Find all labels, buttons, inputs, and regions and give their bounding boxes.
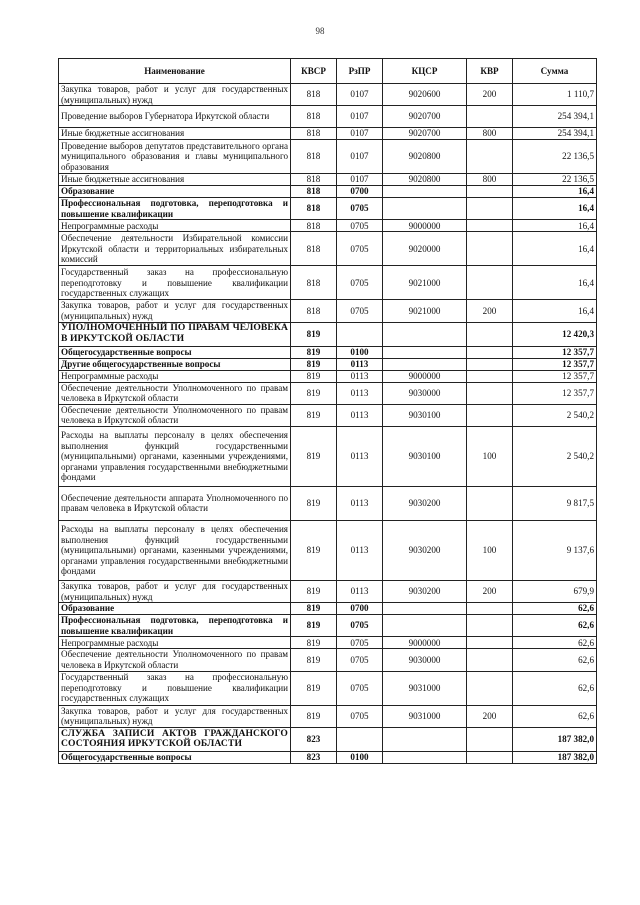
cell-sum: 16,4: [513, 300, 597, 322]
cell-rzpr: 0107: [337, 128, 383, 140]
cell-sum: 12 420,3: [513, 322, 597, 346]
table-row: [59, 84, 597, 106]
cell-rzpr: 0705: [337, 649, 383, 671]
cell-kvr: [467, 637, 513, 649]
cell-kcsr: 9030200: [383, 486, 467, 520]
table-row: [59, 266, 597, 300]
cell-kvsr: 818: [291, 84, 337, 106]
table-row: [59, 486, 597, 520]
cell-rzpr: 0107: [337, 174, 383, 186]
cell-name: Проведение выборов депутатов представительного органа муниципального образования и главы муниципального образования: [59, 140, 291, 174]
cell-rzpr: 0113: [337, 404, 383, 426]
cell-kvsr: 818: [291, 266, 337, 300]
cell-kvr: 800: [467, 128, 513, 140]
cell-kcsr: [383, 358, 467, 370]
cell-name: Государственный заказ на профессиональную переподготовку и повышение квалификации государственных служащих: [59, 266, 291, 300]
cell-kvr: [467, 186, 513, 198]
cell-name: Иные бюджетные ассигнования: [59, 128, 291, 140]
table-row: [59, 358, 597, 370]
cell-sum: 2 540,2: [513, 426, 597, 486]
cell-kcsr: [383, 322, 467, 346]
table-row: [59, 404, 597, 426]
cell-rzpr: 0700: [337, 186, 383, 198]
cell-sum: 62,6: [513, 705, 597, 727]
cell-kcsr: [383, 198, 467, 220]
cell-rzpr: 0705: [337, 220, 383, 232]
cell-kcsr: 9020700: [383, 106, 467, 128]
cell-sum: 62,6: [513, 603, 597, 615]
cell-rzpr: 0113: [337, 382, 383, 404]
cell-sum: 187 382,0: [513, 751, 597, 763]
cell-name: Расходы на выплаты персоналу в целях обеспечения выполнения функций государственными (муниципальными) органами, казенными учреждениями, органами управления государственными внебюджетными фондами: [59, 426, 291, 486]
budget-table: [58, 58, 597, 764]
table-row: [59, 603, 597, 615]
cell-rzpr: 0100: [337, 346, 383, 358]
cell-name: Закупка товаров, работ и услуг для государственных (муниципальных) нужд: [59, 84, 291, 106]
cell-name: Закупка товаров, работ и услуг для государственных (муниципальных) нужд: [59, 300, 291, 322]
cell-kvr: [467, 358, 513, 370]
cell-rzpr: 0107: [337, 140, 383, 174]
cell-kvr: [467, 603, 513, 615]
header-sum: Сумма: [513, 59, 597, 84]
cell-kvr: 200: [467, 705, 513, 727]
cell-kvsr: 819: [291, 520, 337, 580]
table-row: [59, 426, 597, 486]
table-row: [59, 198, 597, 220]
cell-rzpr: 0705: [337, 705, 383, 727]
cell-rzpr: 0100: [337, 751, 383, 763]
cell-name: Непрограммные расходы: [59, 637, 291, 649]
cell-kvsr: 819: [291, 322, 337, 346]
cell-kvr: 200: [467, 84, 513, 106]
cell-kcsr: 9000000: [383, 220, 467, 232]
cell-sum: 9 137,6: [513, 520, 597, 580]
table-row: [59, 671, 597, 705]
cell-kvr: [467, 346, 513, 358]
table-body: [59, 84, 597, 764]
cell-kcsr: 9030000: [383, 649, 467, 671]
cell-kvr: 200: [467, 580, 513, 602]
cell-name: Проведение выборов Губернатора Иркутской области: [59, 106, 291, 128]
table-row: [59, 346, 597, 358]
cell-name: Образование: [59, 603, 291, 615]
cell-kvsr: 819: [291, 671, 337, 705]
cell-kvsr: 818: [291, 232, 337, 266]
cell-name: Расходы на выплаты персоналу в целях обеспечения выполнения функций государственными (муниципальными) органами, казенными учреждениями, органами управления государственными внебюджетными фондами: [59, 520, 291, 580]
header-rzpr: РзПР: [337, 59, 383, 84]
table-row: [59, 300, 597, 322]
cell-name: Обеспечение деятельности Уполномоченного по правам человека в Иркутской области: [59, 649, 291, 671]
cell-kvr: [467, 140, 513, 174]
cell-rzpr: 0705: [337, 198, 383, 220]
cell-rzpr: 0705: [337, 637, 383, 649]
cell-rzpr: 0113: [337, 580, 383, 602]
table-row: [59, 174, 597, 186]
cell-kvr: [467, 220, 513, 232]
header-kvr: КВР: [467, 59, 513, 84]
cell-name: Образование: [59, 186, 291, 198]
cell-rzpr: 0113: [337, 426, 383, 486]
cell-name: Обеспечение деятельности Избирательной комиссии Иркутской области и территориальных избирательных комиссий: [59, 232, 291, 266]
cell-sum: 62,6: [513, 637, 597, 649]
cell-rzpr: 0705: [337, 232, 383, 266]
cell-name: Другие общегосударственные вопросы: [59, 358, 291, 370]
table-row: [59, 322, 597, 346]
cell-kvsr: 823: [291, 727, 337, 751]
cell-kvr: [467, 106, 513, 128]
cell-kcsr: 9020800: [383, 140, 467, 174]
cell-kcsr: [383, 346, 467, 358]
cell-kvsr: 819: [291, 615, 337, 637]
cell-kvsr: 819: [291, 705, 337, 727]
cell-kvsr: 823: [291, 751, 337, 763]
cell-kvr: [467, 727, 513, 751]
table-row: [59, 520, 597, 580]
cell-kcsr: 9030200: [383, 520, 467, 580]
cell-sum: 62,6: [513, 615, 597, 637]
cell-kvr: [467, 615, 513, 637]
cell-sum: 254 394,1: [513, 128, 597, 140]
cell-sum: 12 357,7: [513, 382, 597, 404]
cell-rzpr: 0705: [337, 266, 383, 300]
cell-kcsr: 9021000: [383, 266, 467, 300]
cell-kvsr: 818: [291, 106, 337, 128]
cell-sum: 22 136,5: [513, 140, 597, 174]
cell-rzpr: [337, 322, 383, 346]
table-row: [59, 232, 597, 266]
cell-rzpr: 0705: [337, 615, 383, 637]
cell-kvr: [467, 198, 513, 220]
cell-kvr: [467, 751, 513, 763]
cell-kcsr: [383, 186, 467, 198]
table-row: [59, 382, 597, 404]
cell-kvr: [467, 266, 513, 300]
cell-sum: 12 357,7: [513, 370, 597, 382]
cell-rzpr: [337, 727, 383, 751]
table-row: [59, 637, 597, 649]
cell-kvsr: 819: [291, 370, 337, 382]
cell-kcsr: 9000000: [383, 637, 467, 649]
cell-sum: 16,4: [513, 220, 597, 232]
cell-kcsr: [383, 615, 467, 637]
cell-name: Непрограммные расходы: [59, 370, 291, 382]
table-row: [59, 220, 597, 232]
cell-sum: 254 394,1: [513, 106, 597, 128]
cell-name: Закупка товаров, работ и услуг для государственных (муниципальных) нужд: [59, 580, 291, 602]
table-header-row: [59, 59, 597, 84]
cell-name: УПОЛНОМОЧЕННЫЙ ПО ПРАВАМ ЧЕЛОВЕКА В ИРКУТСКОЙ ОБЛАСТИ: [59, 322, 291, 346]
cell-name: Обеспечение деятельности Уполномоченного по правам человека в Иркутской области: [59, 404, 291, 426]
cell-kvsr: 819: [291, 426, 337, 486]
cell-kvr: [467, 370, 513, 382]
cell-kvsr: 818: [291, 174, 337, 186]
table-row: [59, 370, 597, 382]
cell-kcsr: [383, 603, 467, 615]
cell-kvsr: 819: [291, 649, 337, 671]
table-row: [59, 705, 597, 727]
cell-kcsr: [383, 751, 467, 763]
cell-kvr: [467, 382, 513, 404]
cell-kvsr: 818: [291, 128, 337, 140]
cell-rzpr: 0705: [337, 671, 383, 705]
cell-sum: 62,6: [513, 671, 597, 705]
cell-sum: 12 357,7: [513, 346, 597, 358]
cell-rzpr: 0107: [337, 106, 383, 128]
cell-kvsr: 818: [291, 198, 337, 220]
cell-name: Государственный заказ на профессиональную переподготовку и повышение квалификации государственных служащих: [59, 671, 291, 705]
table-row: [59, 140, 597, 174]
cell-sum: 62,6: [513, 649, 597, 671]
cell-name: Общегосударственные вопросы: [59, 751, 291, 763]
table-row: [59, 727, 597, 751]
cell-sum: 1 110,7: [513, 84, 597, 106]
cell-kvsr: 819: [291, 346, 337, 358]
cell-rzpr: 0113: [337, 486, 383, 520]
cell-kcsr: 9020800: [383, 174, 467, 186]
cell-kvsr: 819: [291, 404, 337, 426]
cell-sum: 679,9: [513, 580, 597, 602]
cell-kcsr: 9030200: [383, 580, 467, 602]
cell-sum: 16,4: [513, 232, 597, 266]
cell-kvr: [467, 649, 513, 671]
cell-kcsr: 9030100: [383, 426, 467, 486]
header-name: Наименование: [59, 59, 291, 84]
cell-sum: 16,4: [513, 266, 597, 300]
cell-kcsr: 9021000: [383, 300, 467, 322]
cell-kvsr: 818: [291, 220, 337, 232]
header-kvsr: КВСР: [291, 59, 337, 84]
cell-sum: 9 817,5: [513, 486, 597, 520]
cell-kvr: [467, 671, 513, 705]
page-number: 98: [315, 26, 325, 36]
table-row: [59, 128, 597, 140]
cell-name: СЛУЖБА ЗАПИСИ АКТОВ ГРАЖДАНСКОГО СОСТОЯНИЯ ИРКУТСКОЙ ОБЛАСТИ: [59, 727, 291, 751]
cell-sum: 16,4: [513, 198, 597, 220]
cell-kcsr: 9030000: [383, 382, 467, 404]
cell-sum: 16,4: [513, 186, 597, 198]
cell-kvr: [467, 404, 513, 426]
cell-kvsr: 819: [291, 358, 337, 370]
cell-kvr: 800: [467, 174, 513, 186]
table-row: [59, 580, 597, 602]
cell-kvr: [467, 322, 513, 346]
table-row: [59, 649, 597, 671]
cell-kcsr: 9030100: [383, 404, 467, 426]
cell-sum: 22 136,5: [513, 174, 597, 186]
table-row: [59, 751, 597, 763]
table-row: [59, 615, 597, 637]
table-row: [59, 186, 597, 198]
cell-kvsr: 819: [291, 580, 337, 602]
cell-rzpr: 0107: [337, 84, 383, 106]
cell-kvr: 100: [467, 426, 513, 486]
cell-kvsr: 819: [291, 637, 337, 649]
cell-name: Профессиональная подготовка, переподготовка и повышение квалификации: [59, 615, 291, 637]
cell-sum: 12 357,7: [513, 358, 597, 370]
table-row: [59, 106, 597, 128]
cell-kcsr: 9020600: [383, 84, 467, 106]
cell-kcsr: [383, 727, 467, 751]
cell-name: Закупка товаров, работ и услуг для государственных (муниципальных) нужд: [59, 705, 291, 727]
cell-kcsr: 9000000: [383, 370, 467, 382]
cell-kvr: [467, 486, 513, 520]
cell-kvsr: 819: [291, 603, 337, 615]
cell-kvsr: 818: [291, 140, 337, 174]
cell-kvsr: 818: [291, 186, 337, 198]
cell-kvr: 100: [467, 520, 513, 580]
cell-rzpr: 0113: [337, 358, 383, 370]
cell-kvr: 200: [467, 300, 513, 322]
cell-kcsr: 9020700: [383, 128, 467, 140]
cell-kvsr: 818: [291, 300, 337, 322]
cell-name: Общегосударственные вопросы: [59, 346, 291, 358]
cell-name: Непрограммные расходы: [59, 220, 291, 232]
cell-kvr: [467, 232, 513, 266]
cell-rzpr: 0705: [337, 300, 383, 322]
cell-kcsr: 9020000: [383, 232, 467, 266]
cell-name: Обеспечение деятельности аппарата Уполномоченного по правам человека в Иркутской области: [59, 486, 291, 520]
cell-rzpr: 0700: [337, 603, 383, 615]
cell-name: Профессиональная подготовка, переподготовка и повышение квалификации: [59, 198, 291, 220]
cell-rzpr: 0113: [337, 370, 383, 382]
cell-sum: 2 540,2: [513, 404, 597, 426]
cell-kcsr: 9031000: [383, 671, 467, 705]
cell-name: Обеспечение деятельности Уполномоченного по правам человека в Иркутской области: [59, 382, 291, 404]
header-kcsr: КЦСР: [383, 59, 467, 84]
cell-kcsr: 9031000: [383, 705, 467, 727]
cell-kvsr: 819: [291, 486, 337, 520]
cell-sum: 187 382,0: [513, 727, 597, 751]
cell-kvsr: 819: [291, 382, 337, 404]
cell-rzpr: 0113: [337, 520, 383, 580]
cell-name: Иные бюджетные ассигнования: [59, 174, 291, 186]
